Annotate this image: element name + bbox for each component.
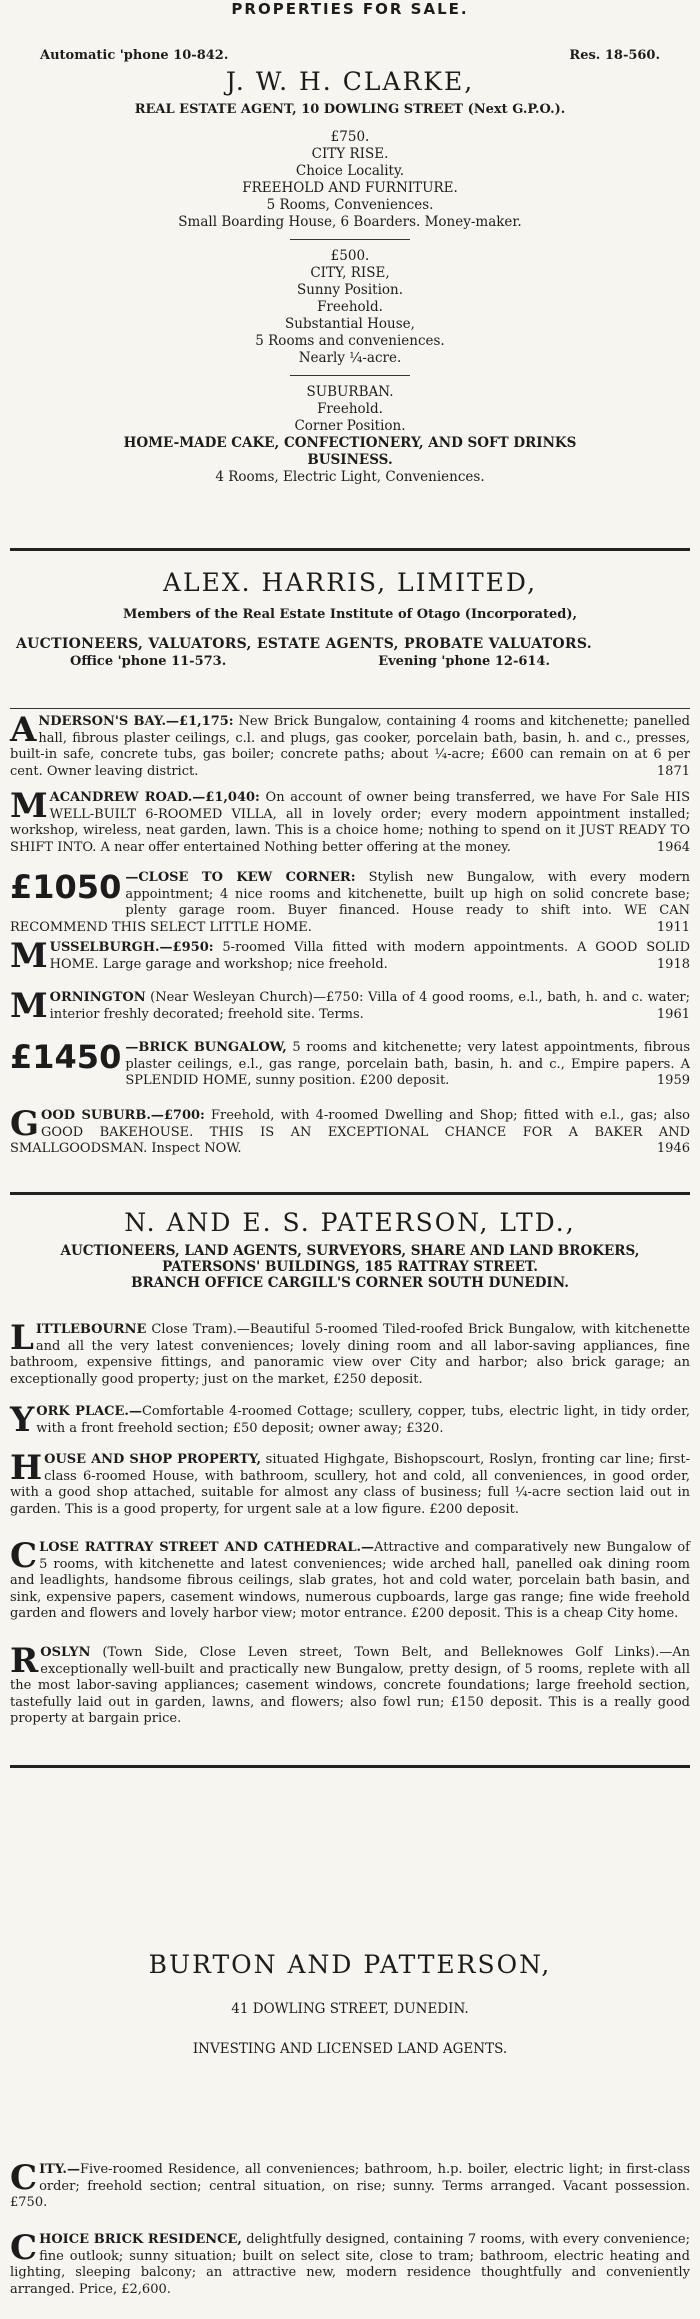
ad-lead: OUSE AND SHOP PROPERTY, bbox=[44, 1452, 262, 1467]
ad-lead: LOSE RATTRAY STREET AND CATHEDRAL.— bbox=[39, 1540, 375, 1555]
drop-cap: M bbox=[10, 936, 48, 976]
listing-line: SUBURBAN. bbox=[306, 384, 394, 400]
listing-ad bbox=[10, 1448, 691, 1518]
ad-text: delightfully designed, containing 7 rooms, with every convenience; fine outlook; sunny situation; built on select site, close to tram; bathroom, electric heating and lighting, sleeping balcony; an attractive new, modern residence thoughtfully and conveniently arranged. Price, £2,600. bbox=[10, 2232, 690, 2297]
harris-office-phone: Office 'phone 11-573. bbox=[70, 654, 227, 669]
harris-phones bbox=[0, 654, 700, 669]
ad-text: (Town Side, Close Leven street, Town Belt, and Belleknowes Golf Links).—An exceptionally well-built and practically new Bungalow, pretty design, of 5 rooms, replete with all the most labor-saving appliances; casement windows, concrete foundations; large freehold section, tastefully laid out in garden, lawns, and flowers; also fowl run; £150 deposit. This is a really good property at bargain price. bbox=[10, 1645, 690, 1726]
burton-address: 41 DOWLING STREET, DUNEDIN. bbox=[231, 2001, 469, 2017]
listing-line: Nearly ¼-acre. bbox=[298, 350, 402, 366]
ad-code: 1918 bbox=[656, 956, 690, 972]
listing-ad bbox=[10, 1318, 690, 1388]
burton-description: INVESTING AND LICENSED LAND AGENTS. bbox=[192, 2041, 508, 2057]
listing-line: FREEHOLD AND FURNITURE. bbox=[242, 180, 458, 196]
clarke-address: REAL ESTATE AGENT, 10 DOWLING STREET (Next G.P.O.). bbox=[134, 102, 566, 117]
listing-line: £500. bbox=[330, 248, 370, 264]
clarke-listing bbox=[0, 129, 700, 231]
harris-advert bbox=[0, 568, 700, 669]
page-heading: PROPERTIES FOR SALE. bbox=[231, 0, 469, 18]
listing-ad bbox=[10, 710, 690, 780]
ad-text: Freehold, with 4-roomed Dwelling and Shop; fitted with e.l., gas; also GOOD BAKEHOUSE. THIS IS AN EXCEPTIONAL CHANCE FOR A BAKER AND SMALLGOODSMAN. Inspect NOW. bbox=[10, 1108, 691, 1156]
ad-lead: —BRICK BUNGALOW, bbox=[125, 1040, 287, 1055]
drop-cap: M bbox=[10, 986, 48, 1026]
ad-text: Five-roomed Residence, all conveniences; bathroom, h.p. boiler, electric light; in first-class order; freehold section; central situation, on rise; sunny. Terms arranged. Vacant possession. £750. bbox=[10, 2162, 690, 2210]
listing-ad bbox=[10, 1104, 691, 1158]
paterson-branch: BRANCH OFFICE CARGILL'S CORNER SOUTH DUNEDIN. bbox=[131, 1275, 569, 1291]
harris-evening-phone: Evening 'phone 12-614. bbox=[378, 654, 550, 669]
drop-cap: Y bbox=[10, 1400, 35, 1440]
drop-cap: G bbox=[10, 1104, 40, 1144]
clarke-phone: Automatic 'phone 10-842. bbox=[40, 48, 229, 63]
listing-line: HOME-MADE CAKE, CONFECTIONERY, AND SOFT DRINKS bbox=[123, 435, 577, 451]
clarke-residence-phone: Res. 18-560. bbox=[569, 48, 660, 63]
ad-text: 5 rooms and kitchenette; very latest appointments, fibrous plaster ceilings, e.l., gas range, porcelain bath, basin, h. and c., Empire papers. A SPLENDID HOME, sunny position. £200 deposit. bbox=[125, 1040, 691, 1088]
ad-lead: NDERSON'S BAY.—£1,175: bbox=[38, 714, 234, 729]
listing-line: 4 Rooms, Electric Light, Conveniences. bbox=[215, 469, 485, 485]
ad-lead: —CLOSE TO KEW CORNER: bbox=[125, 870, 356, 885]
drop-cap: C bbox=[10, 2228, 38, 2268]
listing-ad bbox=[10, 1536, 690, 1623]
listing-ad bbox=[10, 2228, 690, 2298]
burton-advert bbox=[0, 1950, 700, 2057]
ad-code: 1959 bbox=[656, 1073, 690, 1088]
burton-name: BURTON AND PATTERSON, bbox=[148, 1950, 552, 1979]
listing-line: 5 Rooms, Conveniences. bbox=[266, 197, 434, 213]
listing-line: Sunny Position. bbox=[296, 282, 404, 298]
paterson-address: PATERSONS' BUILDINGS, 185 RATTRAY STREET. bbox=[162, 1259, 538, 1275]
listing-line: Freehold. bbox=[317, 401, 383, 417]
listing-ad bbox=[10, 870, 690, 936]
clarke-advert bbox=[0, 48, 700, 486]
listing-ad bbox=[10, 936, 690, 976]
ad-text: Comfortable 4-roomed Cottage; scullery, copper, tubs, electric light, in tidy order, with a front freehold section; £50 deposit; owner away; £320. bbox=[36, 1404, 690, 1436]
listing-ad bbox=[10, 786, 690, 856]
ad-lead: ITY.— bbox=[39, 2162, 80, 2177]
ad-code: 1961 bbox=[656, 1006, 690, 1022]
drop-cap: H bbox=[10, 1448, 43, 1488]
ad-lead: ORK PLACE.— bbox=[36, 1404, 142, 1419]
harris-name: ALEX. HARRIS, LIMITED, bbox=[162, 568, 538, 597]
listing-ad bbox=[10, 1400, 690, 1440]
listing-line: £750. bbox=[330, 129, 370, 145]
harris-services: AUCTIONEERS, VALUATORS, ESTATE AGENTS, PROBATE VALUATORS. bbox=[16, 636, 592, 652]
ad-lead: HOICE BRICK RESIDENCE, bbox=[39, 2232, 242, 2247]
ad-code: 1871 bbox=[656, 763, 690, 779]
drop-cap: C bbox=[10, 2158, 38, 2198]
clarke-name: J. W. H. CLARKE, bbox=[225, 67, 475, 96]
listing-line: CITY, RISE, bbox=[310, 265, 390, 281]
drop-cap: L bbox=[10, 1318, 34, 1358]
ad-text: New Brick Bungalow, containing 4 rooms and kitchenette; panelled hall, fibrous plaster ceilings, c.l. and plugs, gas cooker, porcelain bath, basin, h. and c., presses, built-in safe, concrete tubs, gas boiler; concrete paths; about ¼-acre; £600 can remain on at 6 per cent. Owner leaving district. bbox=[10, 714, 690, 779]
ad-text: Stylish new Bungalow, with every modern appointment; 4 nice rooms and kitchenette, built up high on solid concrete base; plenty garage room. Buyer financed. House ready to shift into. WE CAN RECOMMEND THIS SELECT LITTLE HOME. bbox=[10, 870, 690, 935]
ad-code: 1911 bbox=[656, 919, 690, 935]
ad-lead: USSELBURGH.—£950: bbox=[49, 940, 214, 955]
listing-line: Substantial House, bbox=[285, 316, 415, 332]
ad-text: 5-roomed Villa fitted with modern appointments. A GOOD SOLID HOME. Large garage and workshop; nice freehold. bbox=[49, 940, 690, 972]
ad-lead: OSLYN bbox=[40, 1645, 91, 1660]
listing-line: Corner Position. bbox=[294, 418, 406, 434]
paterson-services: AUCTIONEERS, LAND AGENTS, SURVEYORS, SHARE AND LAND BROKERS, bbox=[60, 1243, 640, 1259]
paterson-name: N. AND E. S. PATERSON, LTD., bbox=[124, 1208, 576, 1237]
clarke-phones bbox=[0, 48, 700, 63]
ad-price: £1450 bbox=[10, 1038, 122, 1076]
ad-lead: ORNINGTON bbox=[49, 990, 146, 1005]
ad-code: 1946 bbox=[656, 1141, 690, 1156]
listing-line: 5 Rooms and conveniences. bbox=[255, 333, 445, 349]
drop-cap: M bbox=[10, 786, 48, 826]
ad-lead: ACANDREW ROAD.—£1,040: bbox=[49, 790, 260, 805]
ad-price: £1050 bbox=[10, 868, 122, 906]
section-divider bbox=[10, 1192, 690, 1195]
section-divider bbox=[10, 548, 690, 551]
drop-cap: R bbox=[10, 1641, 39, 1681]
listing-line: Freehold. bbox=[317, 299, 383, 315]
listing-line: Choice Locality. bbox=[295, 163, 405, 179]
ad-code: 1964 bbox=[656, 839, 690, 855]
section-divider bbox=[10, 1765, 690, 1768]
ad-lead: OOD SUBURB.—£700: bbox=[41, 1108, 205, 1123]
listing-ad bbox=[10, 1641, 690, 1728]
listing-ad bbox=[10, 2158, 690, 2212]
drop-cap: C bbox=[10, 1536, 38, 1576]
listing-line: Small Boarding House, 6 Boarders. Money-maker. bbox=[178, 214, 522, 230]
drop-cap: A bbox=[10, 710, 37, 750]
listing-ad bbox=[10, 1040, 690, 1090]
divider bbox=[290, 239, 410, 240]
ad-text: Close Tram).—Beautiful 5-roomed Tiled-roofed Brick Bungalow, with kitchenette and all the very latest conveniences; lovely dining room and all labor-saving appliances, fine bathroom, expensive fittings, and panoramic view over City and harbor; also brick garage; an exceptionally good property; just on the market, £250 deposit. bbox=[10, 1322, 690, 1387]
harris-members: Members of the Real Estate Institute of Otago (Incorporated), bbox=[122, 607, 577, 622]
listing-ad bbox=[10, 986, 690, 1026]
paterson-advert bbox=[0, 1208, 700, 1291]
clarke-listing bbox=[0, 248, 700, 367]
ad-text: On account of owner being transferred, we have For Sale HIS WELL-BUILT 6-ROOMED VILLA, all in lovely order; every modern appointment installed; workshop, wireless, neat garden, lawn. This is a choice home; nothing to spend on it JUST READY TO SHIFT INTO. A near offer entertained Nothing better offering at the money. bbox=[10, 790, 690, 855]
ad-text: situated Highgate, Bishopscourt, Roslyn, fronting car line; first-class 6-roomed House, with bathroom, scullery, hot and cold, all conveniences, in good order, with a good shop attached, suitable for almost any class of business; full ¼-acre section laid out in garden. This is a good property, for urgent sale at a low figure. £200 deposit. bbox=[10, 1452, 691, 1517]
ad-text: (Near Wesleyan Church)—£750: Villa of 4 good rooms, e.l., bath, h. and c. water; interior freshly decorated; freehold site. Terms. bbox=[49, 990, 690, 1022]
divider bbox=[10, 708, 690, 709]
ad-text: Attractive and comparatively new Bungalow of 5 rooms, with kitchenette and latest conveniences; wide arched hall, panelled oak dining room and leadlights, handsome fibrous ceilings, slab grates, hot and cold water, porcelain bath basin, and sink, expensive papers, casement windows, numerous cupboards, large gas range; fine wide freehold garden and flowers and lovely harbor view; motor entrance. £200 deposit. This is a cheap City home. bbox=[10, 1540, 690, 1621]
listing-line: CITY RISE. bbox=[311, 146, 389, 162]
listing-line: BUSINESS. bbox=[307, 452, 393, 468]
clarke-listing bbox=[0, 384, 700, 486]
divider bbox=[290, 375, 410, 376]
ad-lead: ITTLEBOURNE bbox=[35, 1322, 147, 1337]
